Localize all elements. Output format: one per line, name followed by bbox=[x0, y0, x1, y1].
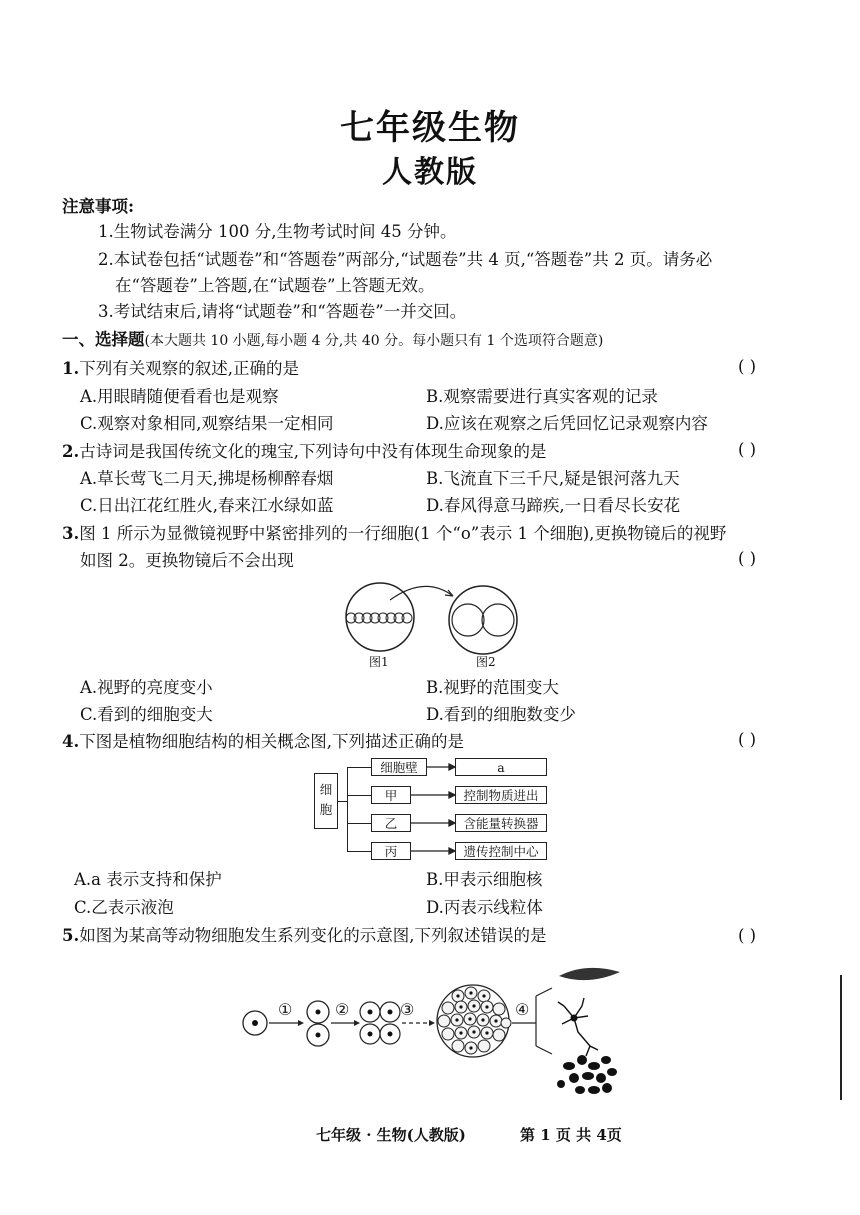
footer-course: 七年级 · 生物(人教版) bbox=[316, 1126, 466, 1144]
question-3-stem bbox=[62, 522, 726, 546]
page-title: 七年级生物 bbox=[340, 108, 520, 148]
option-b: B.飞流直下三千尺,疑是银河落九天 bbox=[426, 469, 680, 488]
notice-heading: 注意事项: bbox=[62, 197, 135, 216]
question-number: 2. bbox=[62, 442, 80, 461]
concept-function-3: 遗传控制中心 bbox=[455, 842, 547, 860]
notice-item-2-cont: 在“答题卷”上答题,在“试题卷”上答题无效。 bbox=[115, 276, 435, 295]
large-cell bbox=[482, 604, 514, 636]
question-3-stem-cont: 如图 2。更换物镜后不会出现 bbox=[80, 551, 294, 570]
step-3-label: ③ bbox=[400, 1000, 415, 1019]
page-subtitle: 人教版 bbox=[382, 155, 478, 190]
muscle-tissue-image bbox=[559, 968, 620, 980]
concept-part-bing: 丙 bbox=[371, 842, 411, 860]
footer-page-number: 第 1 页 共 4页 bbox=[520, 1126, 622, 1144]
option-d: D.看到的细胞数变少 bbox=[426, 705, 576, 724]
figure-1-label: 图1 bbox=[369, 655, 389, 669]
option-c: C.日出江花红胜火,春来江水绿如蓝 bbox=[80, 496, 334, 515]
neuron-image bbox=[558, 998, 598, 1056]
question-number: 4. bbox=[62, 732, 80, 751]
cell-mass bbox=[437, 985, 511, 1057]
section-label: 一、选择题 bbox=[62, 330, 145, 349]
cell-row bbox=[346, 613, 412, 623]
option-d: D.春风得意马蹄疾,一日看尽长安花 bbox=[426, 496, 681, 515]
option-a: A.视野的亮度变小 bbox=[80, 678, 213, 697]
answer-paren: ( ) bbox=[738, 549, 757, 568]
question-text: 下图是植物细胞结构的相关概念图,下列描述正确的是 bbox=[79, 732, 464, 751]
answer-paren: ( ) bbox=[738, 730, 757, 749]
field-2-circle bbox=[449, 586, 517, 654]
large-cell bbox=[452, 604, 484, 636]
question-text: 下列有关观察的叙述,正确的是 bbox=[79, 359, 299, 378]
question-text: 如图为某高等动物细胞发生系列变化的示意图,下列叙述错误的是 bbox=[79, 926, 547, 945]
option-a: A.a 表示支持和保护 bbox=[74, 870, 222, 889]
blood-cells-image bbox=[557, 1055, 617, 1094]
concept-function-1: 控制物质进出 bbox=[455, 786, 547, 804]
notice-item-1: 1.生物试卷满分 100 分,生物考试时间 45 分钟。 bbox=[98, 222, 457, 241]
scan-edge-line bbox=[840, 975, 842, 1100]
microscope-field-figure bbox=[335, 580, 535, 675]
question-5-stem bbox=[62, 924, 546, 948]
notice-item-3: 3.考试结束后,请将“试题卷”和“答题卷”一并交回。 bbox=[98, 302, 467, 321]
step-4-label: ④ bbox=[515, 1000, 530, 1019]
option-c: C.看到的细胞变大 bbox=[80, 705, 213, 724]
concept-function-a: a bbox=[455, 758, 547, 776]
section-header bbox=[62, 328, 603, 353]
option-d: D.丙表示线粒体 bbox=[426, 898, 543, 917]
notice-item-2: 2.本试卷包括“试题卷”和“答题卷”两部分,“试题卷”共 4 页,“答题卷”共 2 页。请务必 bbox=[98, 250, 713, 269]
answer-paren: ( ) bbox=[738, 926, 757, 945]
question-number: 5. bbox=[62, 926, 80, 945]
concept-arrows bbox=[411, 758, 457, 862]
option-a: A.草长莺飞二月天,拂堤杨柳醉春烟 bbox=[80, 469, 334, 488]
option-b: B.甲表示细胞核 bbox=[426, 870, 543, 889]
option-a: A.用眼睛随便看看也是观察 bbox=[80, 387, 279, 406]
option-b: B.视野的范围变大 bbox=[426, 678, 559, 697]
question-1-stem bbox=[62, 357, 299, 381]
two-cell-stage bbox=[307, 1001, 329, 1046]
concept-function-2: 含能量转换器 bbox=[455, 814, 547, 832]
connector bbox=[347, 767, 371, 768]
connector bbox=[347, 823, 371, 824]
question-number: 1. bbox=[62, 359, 80, 378]
connector bbox=[347, 851, 371, 852]
question-text: 图 1 所示为显微镜视野中紧密排列的一行细胞(1 个“o”表示 1 个细胞),更换物镜后的视野 bbox=[79, 524, 727, 543]
concept-part-jia: 甲 bbox=[371, 786, 411, 804]
option-c: C.观察对象相同,观察结果一定相同 bbox=[80, 414, 334, 433]
question-2-stem bbox=[62, 440, 546, 464]
option-d: D.应该在观察之后凭回忆记录观察内容 bbox=[426, 414, 708, 433]
question-4-stem bbox=[62, 730, 464, 754]
answer-paren: ( ) bbox=[738, 357, 757, 376]
option-c: C.乙表示液泡 bbox=[74, 898, 174, 917]
connector bbox=[347, 795, 371, 796]
cell-development-diagram bbox=[236, 966, 636, 1101]
answer-paren: ( ) bbox=[738, 440, 757, 459]
four-cell-stage bbox=[360, 1002, 400, 1044]
concept-root: 细胞 bbox=[314, 773, 338, 829]
option-b: B.观察需要进行真实客观的记录 bbox=[426, 387, 658, 406]
question-number: 3. bbox=[62, 524, 80, 543]
step-1-label: ① bbox=[278, 1000, 293, 1019]
question-text: 古诗词是我国传统文化的瑰宝,下列诗句中没有体现生命现象的是 bbox=[79, 442, 547, 461]
concept-part-cell-wall: 细胞壁 bbox=[371, 758, 427, 776]
connector bbox=[347, 767, 348, 851]
section-desc: (本大题共 10 小题,每小题 4 分,共 40 分。每小题只有 1 个选项符合题意) bbox=[144, 333, 604, 349]
step-2-label: ② bbox=[335, 1000, 350, 1019]
concept-part-yi: 乙 bbox=[371, 814, 411, 832]
figure-2-label: 图2 bbox=[476, 655, 496, 669]
